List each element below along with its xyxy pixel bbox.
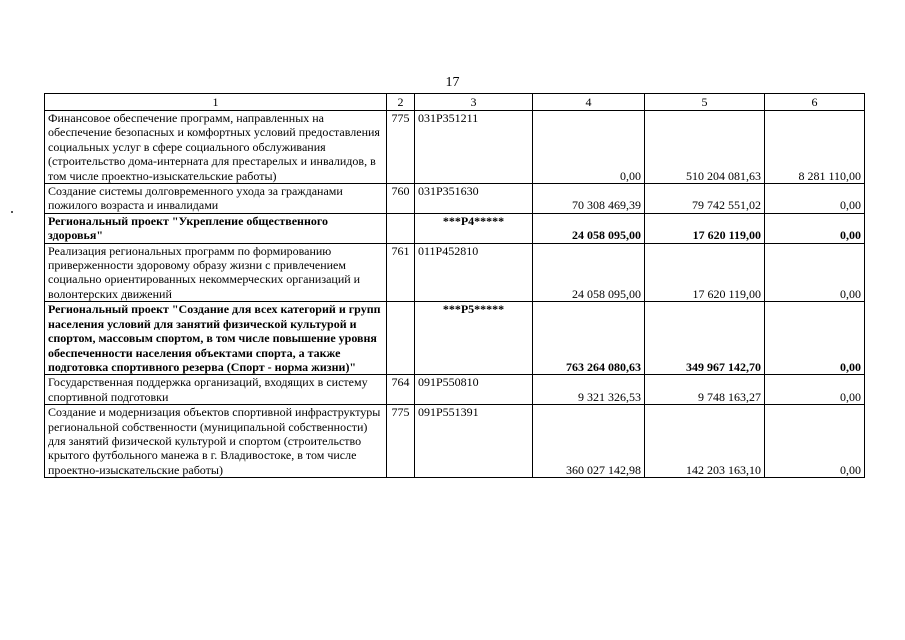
cell-department: 760 (387, 184, 415, 214)
cell-department: 775 (387, 111, 415, 184)
cell-code: 031P351630 (415, 184, 533, 214)
cell-amount-col5: 17 620 119,00 (645, 213, 765, 243)
cell-amount-col5: 79 742 551,02 (645, 184, 765, 214)
cell-code: 011P452810 (415, 243, 533, 302)
column-number-2: 2 (387, 94, 415, 111)
cell-amount-col5: 9 748 163,27 (645, 375, 765, 405)
column-number-5: 5 (645, 94, 765, 111)
cell-code: 091P551391 (415, 405, 533, 478)
cell-amount-col6: 0,00 (765, 375, 865, 405)
column-number-row (45, 94, 865, 111)
cell-amount-col5: 510 204 081,63 (645, 111, 765, 184)
cell-amount-col4: 763 264 080,63 (533, 302, 645, 375)
cell-name: Создание системы долговременного ухода за гражданами пожилого возраста и инвалидами (45, 184, 387, 214)
table-row (45, 184, 865, 214)
budget-table-body (45, 94, 865, 478)
cell-code: ***P5***** (415, 302, 533, 375)
cell-amount-col5: 17 620 119,00 (645, 243, 765, 302)
page-number: 17 (445, 75, 460, 90)
cell-amount-col6: 0,00 (765, 405, 865, 478)
cell-name: Региональный проект "Укрепление общественного здоровья" (45, 213, 387, 243)
table-row (45, 243, 865, 302)
cell-amount-col6: 0,00 (765, 184, 865, 214)
cell-amount-col4: 70 308 469,39 (533, 184, 645, 214)
cell-amount-col5: 349 967 142,70 (645, 302, 765, 375)
cell-name: Создание и модернизация объектов спортивной инфраструктуры региональной собственности (муниципальной собственности) для занятий физической культурой и спортом (строительство крытого футбольного манежа в г. Владивостоке, в том числе проектно-изыскательские работы) (45, 405, 387, 478)
column-number-4: 4 (533, 94, 645, 111)
cell-amount-col4: 24 058 095,00 (533, 243, 645, 302)
table-row (45, 302, 865, 375)
cell-amount-col4: 360 027 142,98 (533, 405, 645, 478)
cell-amount-col5: 142 203 163,10 (645, 405, 765, 478)
table-row (45, 213, 865, 243)
cell-amount-col4: 24 058 095,00 (533, 213, 645, 243)
cell-name: Региональный проект "Создание для всех категорий и групп населения условий для занятий физической культурой и спортом, массовым спортом, в том числе повышение уровня обеспеченности населения объектами спорта, а также подготовка спортивного резерва (Спорт - норма жизни)" (45, 302, 387, 375)
cell-name: Государственная поддержка организаций, входящих в систему спортивной подготовки (45, 375, 387, 405)
cell-code: 031P351211 (415, 111, 533, 184)
cell-department (387, 213, 415, 243)
budget-table (44, 93, 865, 478)
cell-department: 761 (387, 243, 415, 302)
cell-amount-col4: 9 321 326,53 (533, 375, 645, 405)
cell-amount-col6: 8 281 110,00 (765, 111, 865, 184)
cell-code: ***P4***** (415, 213, 533, 243)
cell-amount-col6: 0,00 (765, 302, 865, 375)
cell-department (387, 302, 415, 375)
column-number-6: 6 (765, 94, 865, 111)
cell-amount-col6: 0,00 (765, 243, 865, 302)
cell-name: Финансовое обеспечение программ, направленных на обеспечение безопасных и комфортных условий предоставления социальных услуг в сфере социального обслуживания (строительство дома-интерната для престарелых и инвалидов, в том числе проектно-изыскательские работы) (45, 111, 387, 184)
cell-amount-col4: 0,00 (533, 111, 645, 184)
table-row (45, 111, 865, 184)
cell-code: 091P550810 (415, 375, 533, 405)
cell-amount-col6: 0,00 (765, 213, 865, 243)
cell-department: 764 (387, 375, 415, 405)
column-number-3: 3 (415, 94, 533, 111)
scan-speck (11, 211, 13, 213)
cell-department: 775 (387, 405, 415, 478)
table-row (45, 375, 865, 405)
cell-name: Реализация региональных программ по формированию приверженности здоровому образу жизни с привлечением социально ориентированных некоммерческих организаций и волонтерских движений (45, 243, 387, 302)
column-number-1: 1 (45, 94, 387, 111)
table-row (45, 405, 865, 478)
